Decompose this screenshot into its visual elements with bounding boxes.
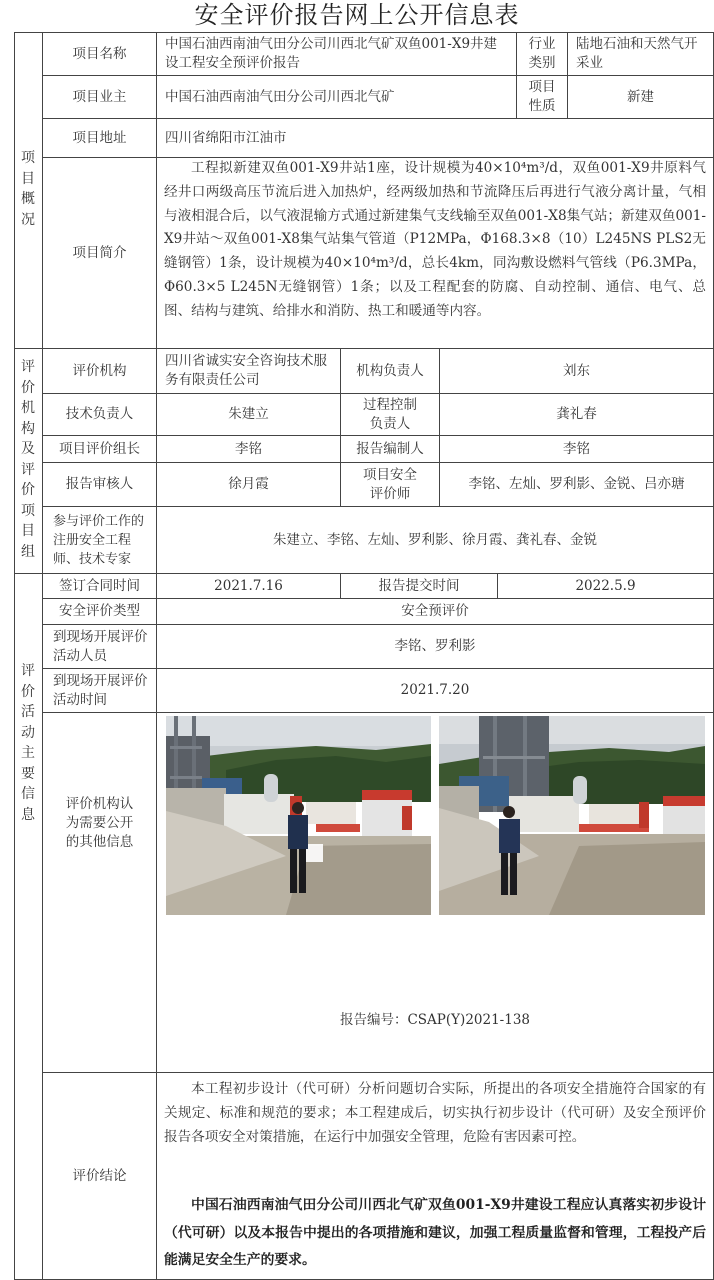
- value-industry: 陆地石油和天然气开采业: [576, 36, 698, 71]
- site-photo-2: [439, 716, 705, 915]
- label-industry: 行业类别: [528, 36, 556, 71]
- label-nature: 项目性质: [528, 79, 556, 114]
- section-char: 项: [21, 502, 35, 519]
- value-site-time: 2021.7.20: [400, 682, 470, 698]
- label-agency: 评价机构: [72, 362, 127, 379]
- section-char: 及: [21, 441, 35, 457]
- value-team-leader: 李铭: [235, 440, 262, 457]
- section-char: 组: [21, 543, 35, 560]
- section-char: 价: [21, 379, 35, 396]
- label-reviewer: 报告审核人: [65, 476, 134, 492]
- value-eval-type: 安全预评价: [401, 603, 469, 619]
- label-intro: 项目简介: [72, 244, 127, 261]
- label-safety-evaluators: 项目安全评价师: [363, 466, 417, 502]
- section-char: 信: [21, 786, 35, 802]
- label-contract-time: 签订合同时间: [59, 577, 140, 594]
- label-experts: 参与评价工作的注册安全工程师、技术专家: [53, 513, 145, 567]
- value-conclusion-p1: 本工程初步设计（代可研）分析问题切合实际，所提出的各项安全措施符合国家的有关规定、标准和规范的要求；本工程建成后，切实执行初步设计（代可研）及安全预评价报告各项安全对策措施，在运行中加强安全管理，危险有害因素可控。: [164, 1081, 706, 1145]
- section-org: [14, 357, 42, 562]
- value-experts: 朱建立、李铭、左灿、罗利影、徐月霞、龚礼春、金锐: [273, 531, 597, 548]
- page-title: 安全评价报告网上公开信息表: [194, 1, 520, 29]
- value-project-name: 中国石油西南油气田分公司川西北气矿双鱼001-X9井建设工程安全预评价报告: [165, 36, 498, 71]
- label-process-head: 过程控制负责人: [363, 396, 417, 432]
- value-intro: 工程拟新建双鱼001-X9井站1座，设计规模为40×10⁴m³/d，双鱼001-X9井原料气经井口两级高压节流后进入加热炉，经两级加热和节流降压后再进行气液分离计量，气相与液相混合后，以气液混输方式通过新建集气支线输至双鱼001-X8集气站；新建双鱼001-X9井站～双鱼001-X8集气站集气管道（P12MPa，Φ168.3×8（10）L245NS PLS2无缝钢管）1条，设计规模为40×10⁴m³/d，总长4km，同沟敷设燃料气管线（P6.3MPa，Φ60.3×5 L245N无缝钢管）1条；以及工程配套的防腐、自动控制、通信、电气、总图、结构与建筑、给排水和消防、热工和暖通等内容。: [164, 160, 706, 319]
- label-owner: 项目业主: [72, 88, 127, 105]
- label-other-info: 评价机构认为需要公开的其他信息: [65, 795, 134, 850]
- label-submit-time: 报告提交时间: [378, 577, 460, 594]
- value-agency: 四川省诚实安全咨询技术服务有限责任公司: [165, 353, 327, 388]
- label-tech-head: 技术负责人: [65, 406, 134, 422]
- section-char: 目: [21, 170, 35, 187]
- section-char: 况: [21, 211, 35, 228]
- section-char: 项: [21, 150, 35, 166]
- section-char: 活: [21, 704, 35, 720]
- section-char: 价: [21, 683, 35, 700]
- label-agency-head: 机构负责人: [356, 362, 424, 379]
- label-team-leader: 项目评价组长: [59, 440, 140, 457]
- section-char: 构: [21, 420, 35, 437]
- label-conclusion: 评价结论: [72, 1167, 127, 1184]
- label-site-staff: 到现场开展评价活动人员: [53, 628, 148, 664]
- value-compiler: 李铭: [563, 440, 590, 457]
- value-nature: 新建: [627, 88, 654, 105]
- value-reviewer: 徐月霞: [228, 476, 269, 492]
- section-char: 价: [21, 482, 35, 498]
- section-overview: [14, 148, 42, 230]
- info-table: [0, 32, 714, 1280]
- value-tech-head: 朱建立: [228, 406, 269, 422]
- label-compiler: 报告编制人: [356, 440, 424, 457]
- section-char: 评: [21, 359, 35, 375]
- section-char: 息: [21, 806, 35, 823]
- site-photo-1: [166, 716, 431, 915]
- value-owner: 中国石油西南油气田分公司川西北气矿: [165, 88, 395, 105]
- value-conclusion-p2: 中国石油西南油气田分公司川西北气矿双鱼001-X9井建设工程应认真落实初步设计（代可研）以及本报告中提出的各项措施和建议，加强工程质量监督和管理，工程投产后能满足安全生产的要求。: [164, 1197, 706, 1268]
- section-char: 要: [21, 765, 35, 782]
- label-site-time: 到现场开展评价活动时间: [53, 672, 148, 708]
- label-address: 项目地址: [72, 129, 127, 146]
- section-activity: [14, 661, 42, 825]
- label-project-name: 项目名称: [72, 45, 127, 62]
- table-line: [156, 712, 157, 1279]
- value-submit-time: 2022.5.9: [575, 577, 636, 594]
- value-contract-time: 2021.7.16: [214, 577, 283, 594]
- section-char: 概: [21, 191, 35, 207]
- value-site-staff: 李铭、罗利影: [394, 638, 476, 654]
- value-address: 四川省绵阳市江油市: [165, 129, 287, 146]
- section-char: 评: [21, 461, 35, 478]
- section-char: 机: [21, 400, 35, 416]
- section-char: 评: [21, 663, 35, 679]
- value-agency-head: 刘东: [563, 362, 590, 379]
- value-process-head: 龚礼春: [556, 406, 597, 422]
- section-char: 目: [21, 523, 35, 539]
- report-number: 报告编号：CSAP(Y)2021-138: [339, 1012, 531, 1028]
- section-char: 动: [21, 724, 35, 741]
- section-char: 主: [21, 745, 35, 761]
- value-safety-evaluators: 李铭、左灿、罗利影、金锐、吕亦瑭: [468, 476, 685, 492]
- label-eval-type: 安全评价类型: [59, 603, 140, 619]
